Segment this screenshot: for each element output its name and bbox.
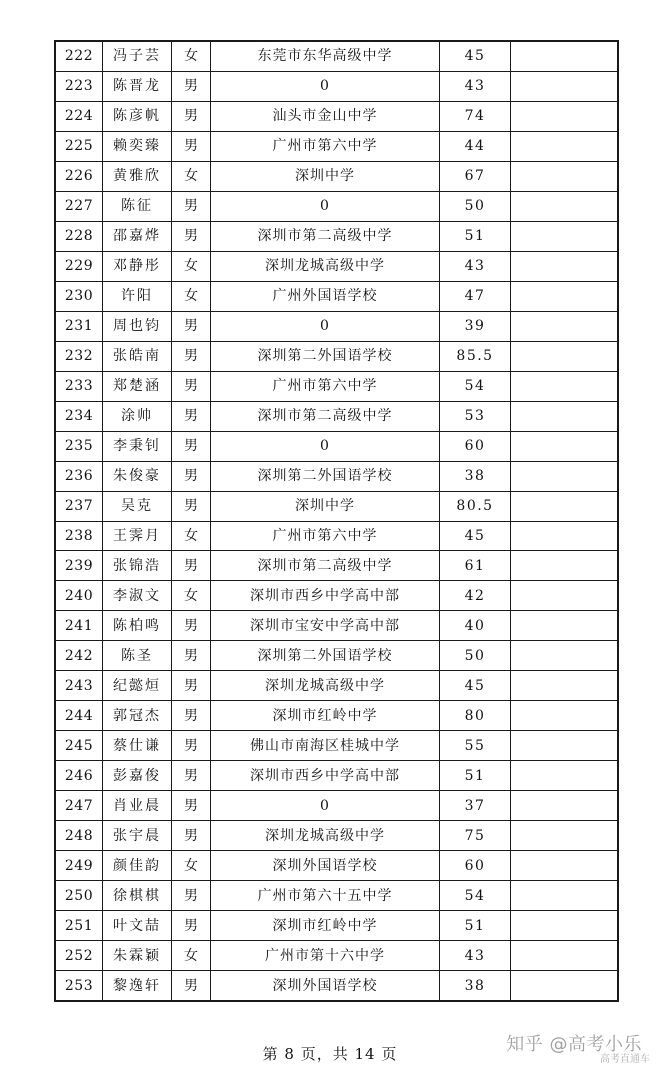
table-row xyxy=(55,521,618,551)
cell-number: 239 xyxy=(55,551,103,581)
cell-name: 张锦浩 xyxy=(103,551,172,581)
cell-score: 54 xyxy=(440,371,511,401)
cell-school: 东莞市东华高级中学 xyxy=(211,41,440,71)
cell-note xyxy=(511,371,619,401)
cell-note xyxy=(511,821,619,851)
cell-name: 邵嘉烨 xyxy=(103,221,172,251)
cell-name: 张宇晨 xyxy=(103,821,172,851)
cell-number: 241 xyxy=(55,611,103,641)
cell-gender: 男 xyxy=(172,761,211,791)
cell-school: 汕头市金山中学 xyxy=(211,101,440,131)
cell-score: 85.5 xyxy=(440,341,511,371)
table-row xyxy=(55,221,618,251)
cell-number: 222 xyxy=(55,41,103,71)
cell-school: 广州市第六十五中学 xyxy=(211,881,440,911)
cell-name: 陈彦帆 xyxy=(103,101,172,131)
cell-gender: 男 xyxy=(172,131,211,161)
cell-name: 蔡仕谦 xyxy=(103,731,172,761)
cell-name: 张皓南 xyxy=(103,341,172,371)
cell-gender: 男 xyxy=(172,881,211,911)
cell-note xyxy=(511,341,619,371)
cell-school: 深圳市西乡中学高中部 xyxy=(211,761,440,791)
page-footer: 第 8 页，共 14 页 xyxy=(262,1045,398,1063)
cell-school: 0 xyxy=(211,71,440,101)
cell-score: 45 xyxy=(440,671,511,701)
cell-number: 226 xyxy=(55,161,103,191)
table-row xyxy=(55,701,618,731)
cell-school: 0 xyxy=(211,311,440,341)
cell-name: 徐棋棋 xyxy=(103,881,172,911)
cell-score: 38 xyxy=(440,461,511,491)
cell-gender: 男 xyxy=(172,71,211,101)
cell-school: 深圳市红岭中学 xyxy=(211,701,440,731)
cell-note xyxy=(511,761,619,791)
table-row xyxy=(55,641,618,671)
cell-gender: 男 xyxy=(172,101,211,131)
cell-school: 深圳中学 xyxy=(211,161,440,191)
cell-school: 广州市第六中学 xyxy=(211,521,440,551)
cell-score: 44 xyxy=(440,131,511,161)
cell-number: 236 xyxy=(55,461,103,491)
cell-number: 229 xyxy=(55,251,103,281)
cell-gender: 男 xyxy=(172,341,211,371)
cell-note xyxy=(511,311,619,341)
cell-school: 深圳中学 xyxy=(211,491,440,521)
cell-note xyxy=(511,851,619,881)
table-row xyxy=(55,581,618,611)
table-row xyxy=(55,971,618,1001)
cell-number: 238 xyxy=(55,521,103,551)
cell-name: 陈晋龙 xyxy=(103,71,172,101)
cell-note xyxy=(511,431,619,461)
cell-number: 250 xyxy=(55,881,103,911)
cell-number: 245 xyxy=(55,731,103,761)
cell-score: 54 xyxy=(440,881,511,911)
cell-gender: 男 xyxy=(172,611,211,641)
cell-note xyxy=(511,131,619,161)
cell-name: 纪懿烜 xyxy=(103,671,172,701)
cell-number: 231 xyxy=(55,311,103,341)
cell-note xyxy=(511,281,619,311)
cell-name: 肖业晨 xyxy=(103,791,172,821)
cell-school: 深圳市西乡中学高中部 xyxy=(211,581,440,611)
cell-name: 赖奕臻 xyxy=(103,131,172,161)
cell-name: 黎逸轩 xyxy=(103,971,172,1001)
cell-gender: 男 xyxy=(172,221,211,251)
table-row xyxy=(55,101,618,131)
cell-gender: 男 xyxy=(172,791,211,821)
cell-number: 225 xyxy=(55,131,103,161)
cell-name: 陈柏鸣 xyxy=(103,611,172,641)
cell-number: 227 xyxy=(55,191,103,221)
cell-gender: 男 xyxy=(172,701,211,731)
cell-number: 243 xyxy=(55,671,103,701)
table-row xyxy=(55,461,618,491)
cell-gender: 男 xyxy=(172,401,211,431)
cell-school: 广州市第六中学 xyxy=(211,371,440,401)
table-row xyxy=(55,71,618,101)
cell-name: 郑楚涵 xyxy=(103,371,172,401)
cell-gender: 女 xyxy=(172,161,211,191)
cell-score: 67 xyxy=(440,161,511,191)
cell-score: 43 xyxy=(440,941,511,971)
cell-note xyxy=(511,881,619,911)
cell-number: 248 xyxy=(55,821,103,851)
cell-score: 43 xyxy=(440,71,511,101)
cell-name: 朱俊豪 xyxy=(103,461,172,491)
cell-gender: 男 xyxy=(172,431,211,461)
cell-school: 深圳市第二高级中学 xyxy=(211,551,440,581)
cell-score: 40 xyxy=(440,611,511,641)
cell-number: 228 xyxy=(55,221,103,251)
cell-name: 李秉钊 xyxy=(103,431,172,461)
table-row xyxy=(55,131,618,161)
cell-school: 深圳市第二高级中学 xyxy=(211,401,440,431)
cell-note xyxy=(511,731,619,761)
table-row xyxy=(55,731,618,761)
cell-school: 深圳外国语学校 xyxy=(211,971,440,1001)
table-row xyxy=(55,791,618,821)
cell-note xyxy=(511,641,619,671)
cell-name: 黄雅欣 xyxy=(103,161,172,191)
table-row xyxy=(55,611,618,641)
cell-number: 247 xyxy=(55,791,103,821)
cell-note xyxy=(511,551,619,581)
table-row xyxy=(55,41,618,71)
cell-number: 224 xyxy=(55,101,103,131)
cell-gender: 男 xyxy=(172,671,211,701)
cell-score: 80.5 xyxy=(440,491,511,521)
cell-number: 244 xyxy=(55,701,103,731)
cell-score: 60 xyxy=(440,851,511,881)
cell-name: 许阳 xyxy=(103,281,172,311)
table-row xyxy=(55,251,618,281)
table-row xyxy=(55,491,618,521)
cell-school: 深圳龙城高级中学 xyxy=(211,251,440,281)
cell-school: 深圳第二外国语学校 xyxy=(211,461,440,491)
cell-school: 0 xyxy=(211,191,440,221)
cell-note xyxy=(511,491,619,521)
cell-gender: 男 xyxy=(172,971,211,1001)
cell-name: 邓静彤 xyxy=(103,251,172,281)
cell-gender: 男 xyxy=(172,821,211,851)
table-row xyxy=(55,551,618,581)
cell-school: 深圳龙城高级中学 xyxy=(211,821,440,851)
cell-score: 39 xyxy=(440,311,511,341)
cell-note xyxy=(511,971,619,1001)
cell-gender: 女 xyxy=(172,521,211,551)
cell-gender: 男 xyxy=(172,641,211,671)
cell-note xyxy=(511,941,619,971)
cell-score: 50 xyxy=(440,191,511,221)
cell-school: 广州外国语学校 xyxy=(211,281,440,311)
cell-gender: 男 xyxy=(172,311,211,341)
cell-note xyxy=(511,221,619,251)
cell-school: 深圳市红岭中学 xyxy=(211,911,440,941)
cell-name: 陈征 xyxy=(103,191,172,221)
cell-score: 51 xyxy=(440,761,511,791)
cell-score: 75 xyxy=(440,821,511,851)
cell-score: 43 xyxy=(440,251,511,281)
cell-school: 广州市第六中学 xyxy=(211,131,440,161)
cell-note xyxy=(511,671,619,701)
cell-school: 深圳第二外国语学校 xyxy=(211,641,440,671)
cell-note xyxy=(511,191,619,221)
cell-gender: 男 xyxy=(172,191,211,221)
cell-school: 深圳第二外国语学校 xyxy=(211,341,440,371)
cell-name: 叶文喆 xyxy=(103,911,172,941)
table-row xyxy=(55,431,618,461)
cell-name: 冯子芸 xyxy=(103,41,172,71)
cell-score: 74 xyxy=(440,101,511,131)
cell-school: 0 xyxy=(211,431,440,461)
cell-score: 80 xyxy=(440,701,511,731)
table-row xyxy=(55,401,618,431)
cell-number: 253 xyxy=(55,971,103,1001)
cell-note xyxy=(511,461,619,491)
cell-number: 246 xyxy=(55,761,103,791)
cell-note xyxy=(511,581,619,611)
table-row xyxy=(55,191,618,221)
cell-note xyxy=(511,71,619,101)
cell-gender: 女 xyxy=(172,281,211,311)
watermark-sub: 高考直通车 xyxy=(600,1054,650,1065)
cell-note xyxy=(511,521,619,551)
cell-number: 251 xyxy=(55,911,103,941)
cell-score: 42 xyxy=(440,581,511,611)
cell-name: 陈圣 xyxy=(103,641,172,671)
table-row xyxy=(55,671,618,701)
cell-number: 242 xyxy=(55,641,103,671)
table-row xyxy=(55,311,618,341)
cell-name: 朱霖颖 xyxy=(103,941,172,971)
table-row xyxy=(55,371,618,401)
score-table-body xyxy=(55,41,618,1001)
cell-score: 45 xyxy=(440,521,511,551)
cell-note xyxy=(511,101,619,131)
cell-score: 55 xyxy=(440,731,511,761)
cell-school: 深圳外国语学校 xyxy=(211,851,440,881)
cell-gender: 女 xyxy=(172,851,211,881)
cell-school: 佛山市南海区桂城中学 xyxy=(211,731,440,761)
cell-name: 周也钧 xyxy=(103,311,172,341)
table-row xyxy=(55,761,618,791)
cell-score: 61 xyxy=(440,551,511,581)
cell-score: 47 xyxy=(440,281,511,311)
cell-number: 237 xyxy=(55,491,103,521)
cell-name: 彭嘉俊 xyxy=(103,761,172,791)
cell-school: 广州市第十六中学 xyxy=(211,941,440,971)
cell-number: 252 xyxy=(55,941,103,971)
table-row xyxy=(55,341,618,371)
cell-school: 深圳龙城高级中学 xyxy=(211,671,440,701)
cell-note xyxy=(511,401,619,431)
watermark: 知乎 @高考小乐 xyxy=(506,1034,642,1055)
cell-gender: 男 xyxy=(172,551,211,581)
cell-gender: 女 xyxy=(172,41,211,71)
cell-score: 50 xyxy=(440,641,511,671)
cell-note xyxy=(511,41,619,71)
cell-name: 吴克 xyxy=(103,491,172,521)
table-row xyxy=(55,941,618,971)
cell-gender: 男 xyxy=(172,911,211,941)
cell-gender: 女 xyxy=(172,941,211,971)
table-row xyxy=(55,821,618,851)
table-row xyxy=(55,881,618,911)
cell-name: 颜佳韵 xyxy=(103,851,172,881)
cell-gender: 男 xyxy=(172,461,211,491)
cell-school: 深圳市第二高级中学 xyxy=(211,221,440,251)
cell-school: 0 xyxy=(211,791,440,821)
cell-note xyxy=(511,611,619,641)
table-row xyxy=(55,911,618,941)
cell-name: 郭冠杰 xyxy=(103,701,172,731)
cell-number: 232 xyxy=(55,341,103,371)
cell-gender: 男 xyxy=(172,491,211,521)
cell-number: 249 xyxy=(55,851,103,881)
cell-note xyxy=(511,791,619,821)
cell-number: 233 xyxy=(55,371,103,401)
cell-score: 37 xyxy=(440,791,511,821)
table-row xyxy=(55,161,618,191)
cell-name: 王霁月 xyxy=(103,521,172,551)
cell-note xyxy=(511,701,619,731)
table-row xyxy=(55,851,618,881)
cell-gender: 女 xyxy=(172,581,211,611)
cell-note xyxy=(511,911,619,941)
cell-gender: 男 xyxy=(172,731,211,761)
cell-name: 李淑文 xyxy=(103,581,172,611)
cell-number: 223 xyxy=(55,71,103,101)
cell-score: 51 xyxy=(440,221,511,251)
cell-score: 45 xyxy=(440,41,511,71)
cell-number: 240 xyxy=(55,581,103,611)
cell-gender: 男 xyxy=(172,371,211,401)
cell-score: 51 xyxy=(440,911,511,941)
cell-note xyxy=(511,251,619,281)
cell-number: 234 xyxy=(55,401,103,431)
score-table xyxy=(54,40,619,1002)
cell-score: 60 xyxy=(440,431,511,461)
cell-number: 230 xyxy=(55,281,103,311)
cell-number: 235 xyxy=(55,431,103,461)
cell-score: 38 xyxy=(440,971,511,1001)
cell-score: 53 xyxy=(440,401,511,431)
cell-note xyxy=(511,161,619,191)
cell-name: 涂帅 xyxy=(103,401,172,431)
table-row xyxy=(55,281,618,311)
cell-gender: 女 xyxy=(172,251,211,281)
cell-school: 深圳市宝安中学高中部 xyxy=(211,611,440,641)
